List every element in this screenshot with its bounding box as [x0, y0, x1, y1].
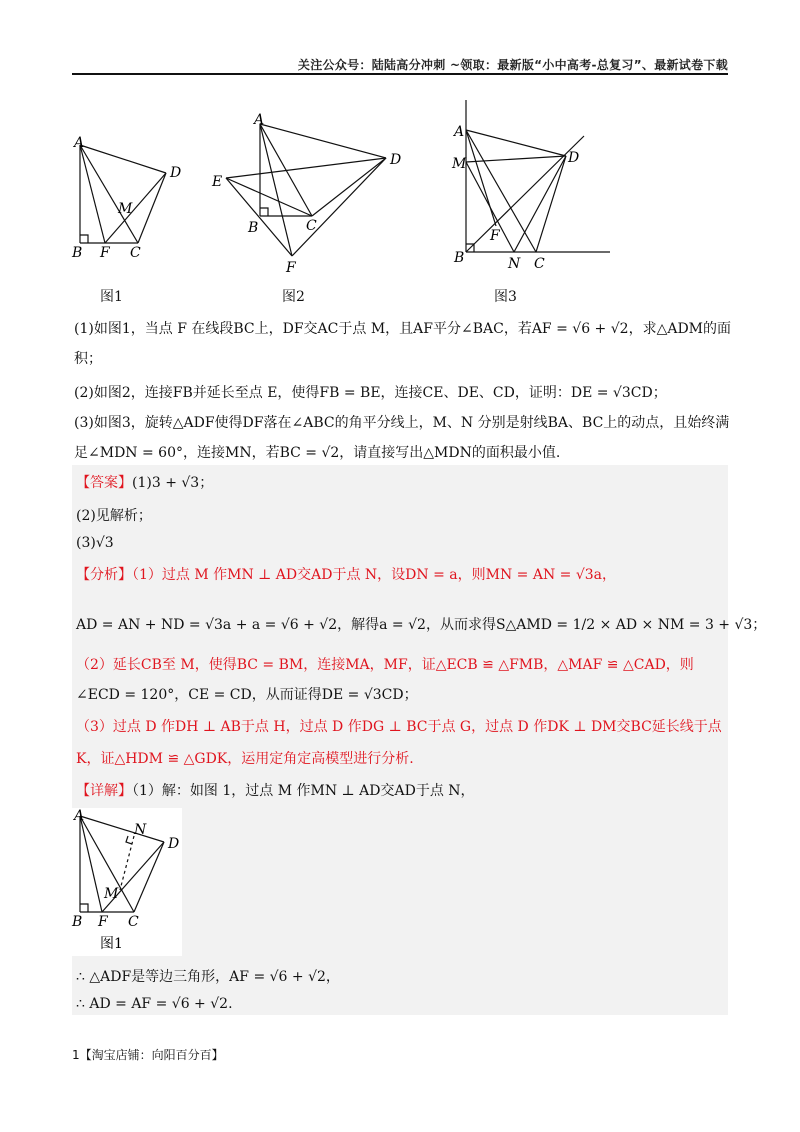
detail-tag: 【详解】: [76, 783, 132, 799]
answer-2: (2)见解析；: [76, 508, 152, 524]
question-part-2: (2)如图2，连接FB并延长至点 E，使得FB = BE，连接CE、DE、CD，证明：DE = √3CD；: [74, 385, 667, 401]
fig1-label-m: M: [118, 201, 133, 217]
analysis-tag: 【分析】: [76, 567, 132, 583]
answer-3: (3)√3: [76, 535, 114, 551]
page-header: 关注公众号：陆陆高分冲刺 ~领取：最新版“小中高考-总复习”、最新试卷下载: [297, 58, 728, 72]
fig3-label-m: M: [452, 156, 467, 172]
fig3-label-f: F: [490, 228, 500, 244]
fig3-label-c: C: [534, 256, 545, 272]
fig1-label-f: F: [100, 245, 110, 261]
figure-4: [70, 808, 182, 956]
fig4-label-c: C: [128, 914, 139, 930]
fig2-label-f: F: [286, 260, 296, 276]
fig4-label-f: F: [98, 914, 108, 930]
fig2-label-e: E: [212, 174, 223, 190]
answer-1: (1)3 + √3；: [132, 475, 214, 491]
answer-line-1: [76, 472, 213, 492]
fig4-label-b: B: [72, 914, 83, 930]
figure-2: [208, 108, 408, 278]
figure-1: [70, 135, 200, 265]
fig3-label-d: D: [568, 150, 580, 166]
fig2-label-c: C: [306, 218, 317, 234]
answer-tag: 【答案】: [76, 475, 132, 491]
detail-line-1: [76, 780, 475, 800]
detail-text-1: （1）解：如图 1，过点 M 作MN ⊥ AD交AD于点 N，: [132, 783, 475, 799]
detail-text-2: ∴ △ADF是等边三角形，AF = √6 + √2，: [76, 969, 340, 985]
header-rule: [72, 73, 728, 75]
fig4-label-a: A: [74, 808, 85, 824]
analysis-text-6: K，证△HDM ≌ △GDK，运用定角定高模型进行分析.: [76, 751, 414, 767]
analysis-text-1: （1）过点 M 作MN ⊥ AD交AD于点 N，设DN = a，则MN = AN = √3a，: [132, 567, 616, 583]
fig3-label-n: N: [508, 256, 521, 272]
figure-3-caption: 图3: [494, 289, 517, 305]
fig2-label-b: B: [248, 220, 259, 236]
fig3-label-b: B: [454, 250, 465, 266]
fig1-label-b: B: [72, 245, 83, 261]
fig1-label-c: C: [130, 245, 141, 261]
fig4-caption: 图1: [100, 936, 123, 952]
fig4-label-m: M: [104, 886, 119, 902]
figure-1-caption: 图1: [100, 289, 123, 305]
fig2-label-a: A: [254, 112, 265, 128]
analysis-text-2: AD = AN + ND = √3a + a = √6 + √2，解得a = √2，从而求得S△AMD = 1/2 × AD × NM = 3 + √3；: [76, 617, 767, 633]
detail-text-3: ∴ AD = AF = √6 + √2.: [76, 996, 233, 1012]
fig2-label-d: D: [390, 152, 402, 168]
fig3-label-a: A: [454, 124, 465, 140]
question-part-3: (3)如图3，旋转△ADF使得DF落在∠ABC的角平分线上，M、N 分别是射线BA、BC上的动点，且始终满足∠MDN = 60°，连接MN，若BC = √2，请直接写出△MDN的面积最小值.: [74, 415, 730, 461]
analysis-text-3: （2）延长CB至 M，使得BC = BM，连接MA，MF，证△ECB ≌ △FMB，△MAF ≌ △CAD，则: [76, 657, 694, 673]
page-footer: 1【淘宝店铺：向阳百分百】: [72, 1048, 224, 1062]
analysis-line-1: [76, 564, 616, 584]
fig4-label-d: D: [168, 836, 180, 852]
analysis-text-4: ∠ECD = 120°，CE = CD，从而证得DE = √3CD；: [76, 687, 418, 703]
fig4-label-n: N: [134, 822, 147, 838]
question-part-1: (1)如图1，当点 F 在线段BC上，DF交AC于点 M，且AF平分∠BAC，若AF = √6 + √2，求△ADM的面积；: [74, 321, 732, 367]
figure-2-caption: 图2: [282, 289, 305, 305]
figure-3: [448, 98, 618, 273]
analysis-text-5: （3）过点 D 作DH ⊥ AB于点 H，过点 D 作DG ⊥ BC于点 G，过点 D 作DK ⊥ DM交BC延长线于点: [76, 719, 722, 735]
fig1-label-a: A: [74, 135, 85, 151]
fig1-label-d: D: [170, 165, 182, 181]
